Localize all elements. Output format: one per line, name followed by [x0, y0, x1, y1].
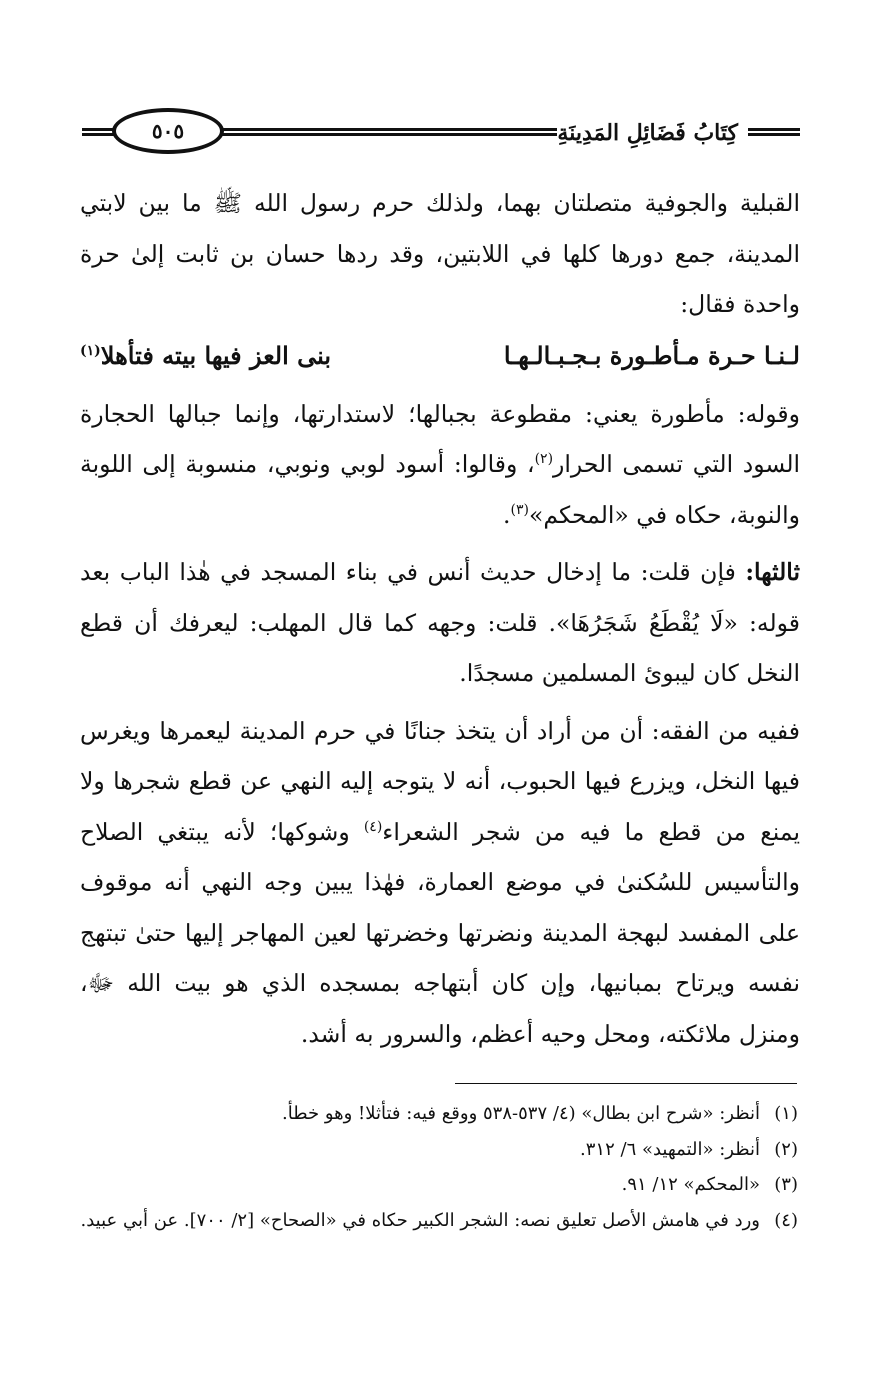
footnote-ref-3: (٣)	[510, 501, 529, 518]
footnote-ref-4: (٤)	[363, 818, 383, 835]
poem-verse	[80, 330, 800, 382]
book-title: كِتَابُ فَضَائِلِ المَدِينَةِ	[557, 120, 738, 146]
paragraph-2-part-a: وقوله: مأطورة يعني: مقطوعة بجبالها؛ لاستدارتها، وإنما جبالها الحجارة السود التي تسمى الحرار	[80, 399, 801, 478]
poem-first-hemistich: لـنـا حـرة مـأطـورة بـجـبـالـهـا	[503, 340, 800, 370]
footnote-number: (٢)	[774, 1138, 798, 1160]
footnote-number: (١)	[774, 1103, 798, 1124]
paragraph-3	[80, 547, 800, 699]
footnotes	[80, 1096, 798, 1238]
main-text	[80, 178, 800, 1059]
paragraph-4	[80, 706, 800, 1060]
paragraph-4-part-b: وشوكها؛ لأنه يبتغي الصلاح والتأسيس للسُكنىٰ في موضع العمارة، فهٰذا يبين وجه النهي أنه موقوف على المفسد لبهجة المدينة ونضرتها وخضرتها لعين المهاجر إليها حتىٰ تبتهج نفسه ويرتاح بمبانيها، وإن كان أبتهاجه بمسجده الذي هو بيت الله ﷻ، ومنزل ملائكته، ومحل وحيه أعظم، والسرور به أشد.	[80, 817, 800, 1048]
footnote-ref-2: (٢)	[534, 451, 554, 468]
page-number: ٥٠٥	[112, 108, 224, 154]
footnote-text: أنظر: «التمهيد» ٦/ ٣١٢.	[580, 1138, 760, 1160]
paragraph-2-part-b: ، وقالوا: أسود لوبي ونوبي، منسوبة إلى اللوبة والنوبة، حكاه في «المحكم»	[80, 450, 800, 529]
poem-second-hemistich	[80, 330, 331, 382]
paragraph-2-part-c: .	[503, 500, 511, 529]
running-header	[82, 108, 800, 160]
footnote-item	[80, 1167, 798, 1203]
paragraph-3-text: فإن قلت: ما إدخال حديث أنس في بناء المسجد في هٰذا الباب بعد قوله: «لَا يُقْطَعُ شَجَرُهَا». قلت: وجهه كما قال المهلب: ليعرفك أن قطع النخل كان ليبوئ المسلمين مسجدًا.	[80, 558, 800, 687]
footnote-item	[80, 1132, 798, 1168]
footnote-item	[80, 1203, 798, 1239]
footnote-ref-1: (١)	[80, 342, 101, 359]
footnote-number: (٤)	[774, 1209, 798, 1231]
paragraph-4-part-a: ففيه من الفقه: أن من أراد أن يتخذ جنانًا في حرم المدينة ليعمرها ويغرس فيها النخل، ويزرع فيها الحبوب، أنه لا يتوجه إليه النهي عن قطع شجرها ولا يمنع من قطع ما فيه من شجر الشعراء	[80, 716, 800, 846]
paragraph-3-lead: ثالثها:	[745, 558, 800, 586]
poem-second-hemistich-text: بنى العز فيها بيته فتأهلا	[100, 340, 332, 370]
footnote-text: أنظر: «شرح ابن بطال» (٤/ ٥٣٧-٥٣٨ ووقع فيه: فتأثلا! وهو خطأ.	[282, 1103, 760, 1124]
header-rule-right	[748, 128, 800, 136]
footnote-separator	[455, 1083, 797, 1084]
footnote-text: ورد في هامش الأصل تعليق نصه: الشجر الكبير حكاه في «الصحاح» [٢/ ٧٠٠]. عن أبي عبيد.	[80, 1209, 760, 1231]
paragraph-2	[80, 389, 800, 541]
footnote-item	[80, 1096, 798, 1132]
paragraph-1: القبلية والجوفية متصلتان بهما، ولذلك حرم رسول الله ﷺ ما بين لابتي المدينة، جمع دورها كلها في اللابتين، وقد ردها حسان بن ثابت إلىٰ حرة واحدة فقال:	[80, 189, 800, 318]
footnote-number: (٣)	[774, 1174, 798, 1195]
footnote-text: «المحكم» ١٢/ ٩١.	[621, 1174, 760, 1195]
